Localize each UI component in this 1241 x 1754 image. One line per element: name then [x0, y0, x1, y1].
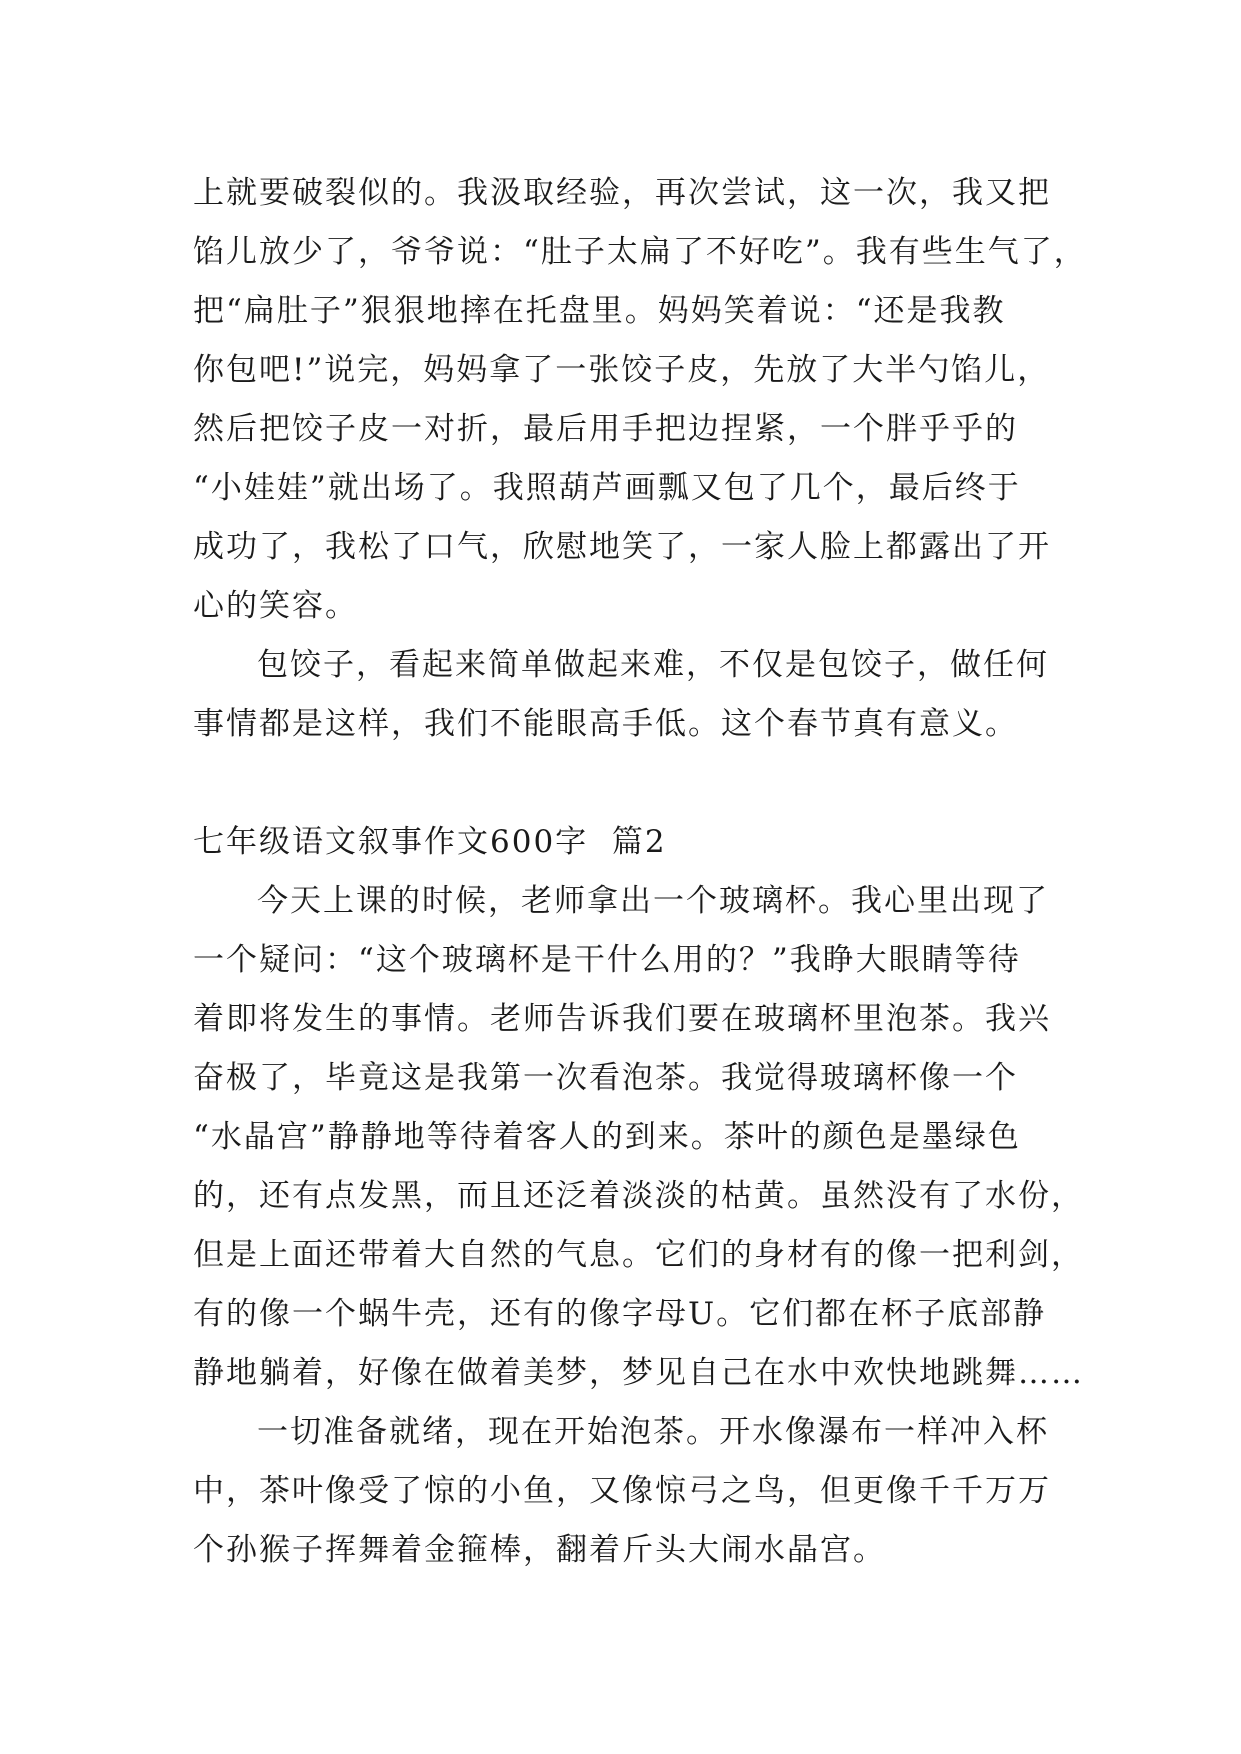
- text-line: 心的笑容。: [193, 588, 358, 624]
- text-line: 一个疑问：“这个玻璃杯是干什么用的？”我睁大眼睛等待: [193, 942, 1021, 978]
- section-heading: 七年级语文叙事作文600字 篇2: [193, 824, 667, 860]
- text-line: 成功了，我松了口气，欣慰地笑了，一家人脸上都露出了开: [193, 529, 1051, 565]
- text-line: 把“扁肚子”狠狠地摔在托盘里。妈妈笑着说：“还是我教: [193, 293, 1006, 329]
- text-line: 的，还有点发黑，而且还泛着淡淡的枯黄。虽然没有了水份，: [193, 1178, 1084, 1214]
- text-line: “水晶宫”静静地等待着客人的到来。茶叶的颜色是墨绿色: [193, 1119, 1021, 1155]
- text-line: 静地躺着，好像在做着美梦，梦见自己在水中欢快地跳舞……: [193, 1355, 1084, 1391]
- paragraph-dumpling-story-end: [193, 164, 1087, 636]
- document-body: [193, 164, 1087, 1580]
- text-line: 你包吧!”说完，妈妈拿了一张饺子皮，先放了大半勺馅儿，: [193, 352, 1051, 388]
- paragraph-tea-intro: [193, 872, 1084, 1403]
- text-line: 馅儿放少了，爷爷说：“肚子太扁了不好吃”。我有些生气了，: [193, 234, 1087, 270]
- text-line: 上就要破裂似的。我汲取经验，再次尝试，这一次，我又把: [193, 175, 1051, 211]
- text-line: 包饺子，看起来简单做起来难，不仅是包饺子，做任何: [257, 647, 1049, 683]
- text-line: 奋极了，毕竟这是我第一次看泡茶。我觉得玻璃杯像一个: [193, 1060, 1018, 1096]
- text-line: 有的像一个蜗牛壳，还有的像字母U。它们都在杯子底部静: [193, 1296, 1047, 1332]
- paragraph-dumpling-conclusion: [193, 636, 1055, 754]
- text-line: 但是上面还带着大自然的气息。它们的身材有的像一把利剑，: [193, 1237, 1084, 1273]
- text-line: “小娃娃”就出场了。我照葫芦画瓢又包了几个，最后终于: [193, 470, 1021, 506]
- text-line: 个孙猴子挥舞着金箍棒，翻着斤头大闹水晶宫。: [193, 1532, 886, 1568]
- text-line: 今天上课的时候，老师拿出一个玻璃杯。我心里出现了: [257, 883, 1049, 919]
- text-line: 着即将发生的事情。老师告诉我们要在玻璃杯里泡茶。我兴: [193, 1001, 1051, 1037]
- text-line: 然后把饺子皮一对折，最后用手把边捏紧，一个胖乎乎的: [193, 411, 1018, 447]
- text-line: 中，茶叶像受了惊的小鱼，又像惊弓之鸟，但更像千千万万: [193, 1473, 1051, 1509]
- text-line: 一切准备就绪，现在开始泡茶。开水像瀑布一样冲入杯: [257, 1414, 1049, 1450]
- paragraph-tea-brewing: [193, 1403, 1055, 1580]
- text-line: 事情都是这样，我们不能眼高手低。这个春节真有意义。: [193, 706, 1018, 742]
- section-spacer: [193, 754, 1055, 813]
